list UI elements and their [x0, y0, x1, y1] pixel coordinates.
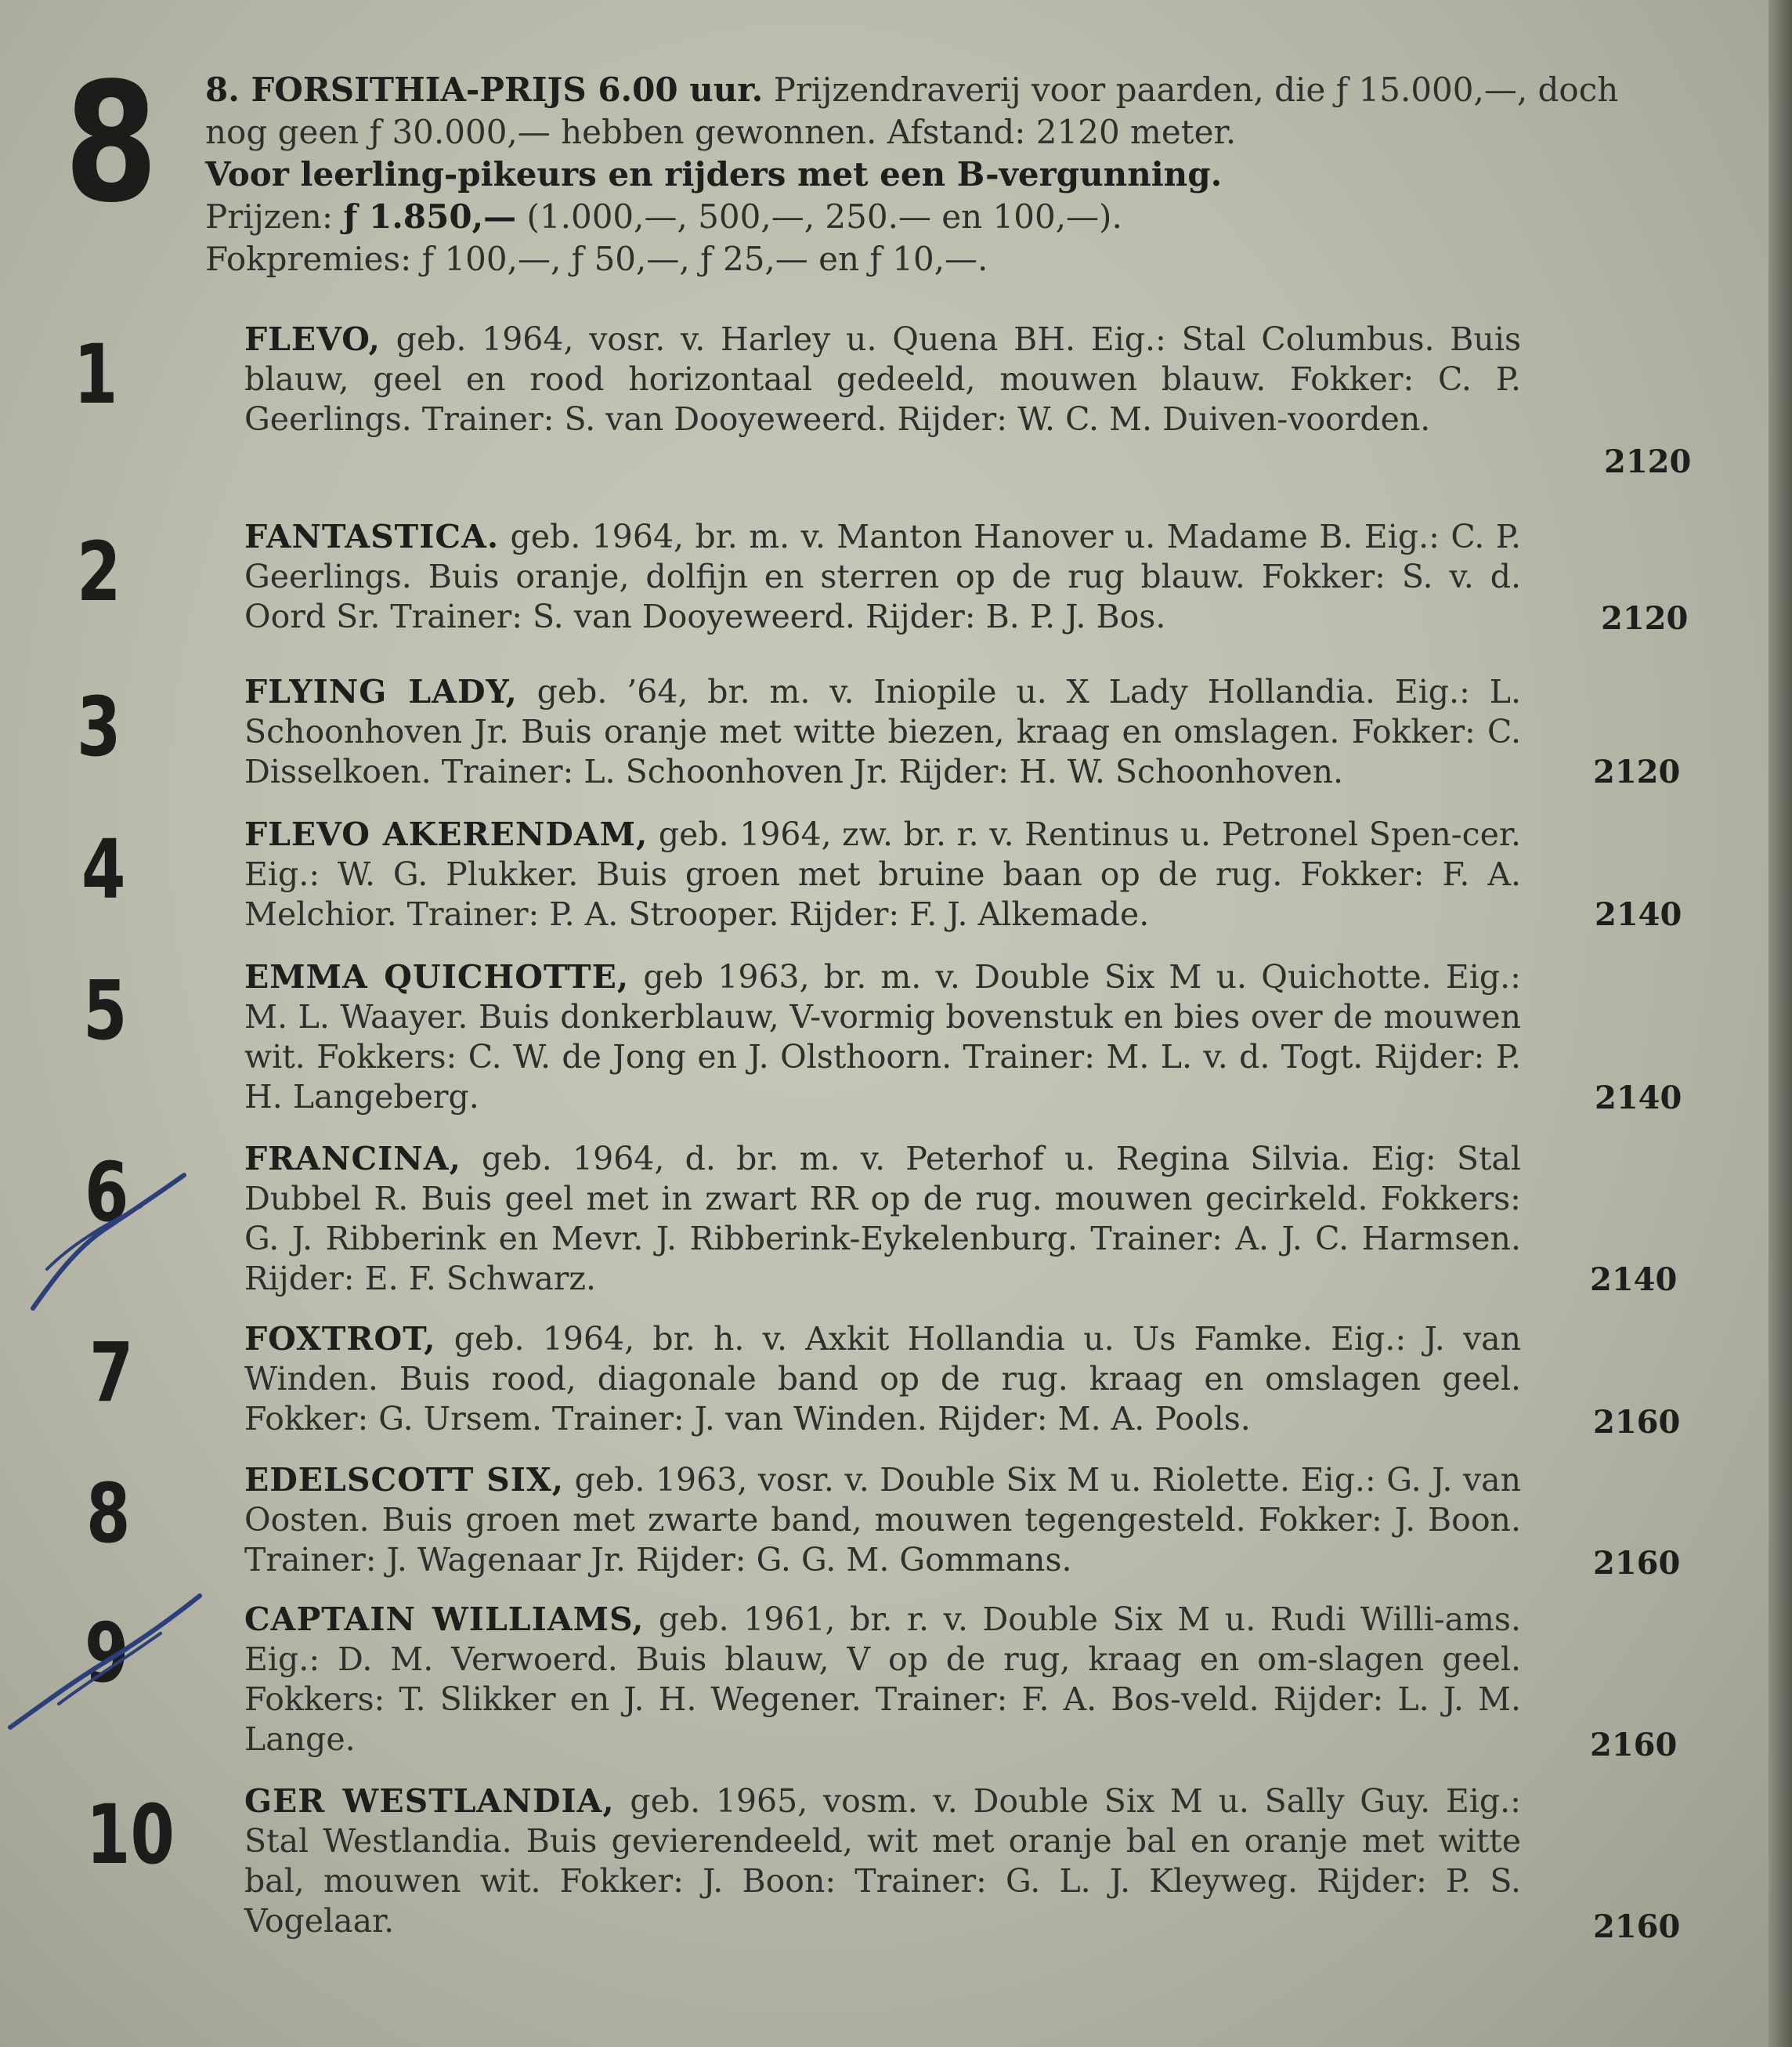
- entry-text: [244, 815, 1521, 935]
- horse-details: geb 1963, br. m. v. Double Six M u. Quichotte. Eig.: M. L. Waayer. Buis donkerblauw, V-vormig bovenstuk en bies over de mouwen wit. Fokkers: C. W. de Jong en J. Olsthoorn. Trainer: M. L. v. d. Togt. Rijder: P. H. Langeberg.: [244, 958, 1521, 1116]
- race-description-2: nog geen ƒ 30.000,— hebben gewonnen. Afstand: 2120 meter.: [205, 113, 1237, 151]
- race-number: 8: [64, 47, 158, 239]
- race-title-line: [205, 69, 1685, 111]
- horse-name: FRANCINA,: [244, 1140, 461, 1177]
- horse-details: geb. 1964, d. br. m. v. Peterhof u. Regina Silvia. Eig: Stal Dubbel R. Buis geel met in zwart RR op de rug. mouwen gecirkeld. Fokkers: G. J. Ribberink en Mevr. J. Ribberink-Eykelenburg. Trainer: A. J. C. Harmsen. Rijder: E. F. Schwarz.: [244, 1140, 1521, 1297]
- horse-details: geb. 1964, br. h. v. Axkit Hollandia u. Us Famke. Eig.: J. van Winden. Buis rood, diagonale band op de rug. kraag en omslagen geel. Fokker: G. Ursem. Trainer: J. van Winden. Rijder: M. A. Pools.: [244, 1320, 1521, 1438]
- horse-details: geb. 1964, br. m. v. Manton Hanover u. Madame B. Eig.: C. P. Geerlings. Buis oranje, dolfijn en sterren op de rug blauw. Fokker: S. v. d. Oord Sr. Trainer: S. van Dooyeweerd. Rijder: B. P. J. Bos.: [244, 518, 1521, 635]
- entry-text: [244, 1781, 1521, 1941]
- distance: 2120: [1604, 443, 1692, 480]
- distance: 2140: [1595, 896, 1682, 933]
- entry-number: 2: [77, 524, 121, 620]
- horse-name: FLYING LADY,: [244, 673, 518, 711]
- entry-number: 7: [89, 1325, 134, 1420]
- distance: 2140: [1595, 1080, 1682, 1116]
- horse-details: geb. 1961, br. r. v. Double Six M u. Rudi Willi-ams. Eig.: D. M. Verwoerd. Buis blauw, V op de rug, kraag en om-slagen geel. Fokkers: T. Slikker en J. H. Wegener. Trainer: F. A. Bos-veld. Rijder: L. J. M. Lange.: [244, 1600, 1521, 1758]
- race-condition-line: [205, 154, 1685, 196]
- horse-name: FLEVO AKERENDAM,: [244, 816, 649, 853]
- entry-text: [244, 517, 1521, 637]
- race-description-1: Prijzendraverij voor paarden, die ƒ 15.000,—, doch: [773, 71, 1619, 109]
- horse-details: geb. 1965, vosm. v. Double Six M u. Sally Guy. Eig.: Stal Westlandia. Buis gevierendeeld, wit met oranje bal en oranje met witte bal, mouwen wit. Fokker: J. Boon: Trainer: G. L. J. Kleyweg. Rijder: P. S. Vogelaar.: [244, 1782, 1521, 1940]
- race-header: [205, 69, 1685, 280]
- page-edge-shadow: [1769, 0, 1792, 2047]
- horse-name: CAPTAIN WILLIAMS,: [244, 1600, 645, 1638]
- horse-details: geb. 1963, vosr. v. Double Six M u. Riolette. Eig.: G. J. van Oosten. Buis groen met zwarte band, mouwen tegengesteld. Fokker: J. Boon. Trainer: J. Wagenaar Jr. Rijder: G. G. M. Gommans.: [244, 1461, 1521, 1579]
- entry-number: 1: [74, 327, 118, 422]
- horse-details: geb. 1964, vosr. v. Harley u. Quena BH. Eig.: Stal Columbus. Buis blauw, geel en rood horizontaal gedeeld, mouwen blauw. Fokker: C. P. Geerlings. Trainer: S. van Dooyeweerd. Rijder: W. C. M. Duiven-voorden.: [244, 320, 1521, 438]
- horse-name: FLEVO,: [244, 320, 381, 358]
- distance: 2140: [1590, 1261, 1678, 1298]
- horse-details: geb. ’64, br. m. v. Iniopile u. X Lady Hollandia. Eig.: L. Schoonhoven Jr. Buis oranje met witte biezen, kraag en omslagen. Fokker: C. Disselkoen. Trainer: L. Schoonhoven Jr. Rijder: H. W. Schoonhoven.: [244, 673, 1521, 790]
- distance: 2160: [1593, 1545, 1681, 1582]
- race-title: 8. FORSITHIA-PRIJS 6.00 uur.: [205, 71, 764, 109]
- breeding-premiums: Fokpremies: ƒ 100,—, ƒ 50,—, ƒ 25,— en ƒ 10,—.: [205, 240, 988, 278]
- distance: 2160: [1593, 1908, 1681, 1945]
- entry-text: [244, 1319, 1521, 1439]
- entry-text: [244, 320, 1521, 439]
- prizes-label: Prijzen:: [205, 197, 333, 236]
- entry-text: [244, 1600, 1521, 1759]
- horse-name: EMMA QUICHOTTE,: [244, 958, 630, 996]
- entry-text: [244, 1139, 1521, 1299]
- entry-number: 8: [86, 1466, 131, 1561]
- race-condition: Voor leerling-pikeurs en rijders met een B-vergunning.: [205, 155, 1223, 193]
- distance: 2120: [1593, 754, 1681, 790]
- race-prizes: [205, 196, 1685, 238]
- entry-number: 10: [86, 1787, 175, 1882]
- entry-text: [244, 672, 1521, 792]
- entry-number: 9: [85, 1605, 129, 1701]
- entry-text: [244, 1460, 1521, 1580]
- entry-number: 3: [77, 679, 121, 775]
- distance: 2160: [1593, 1404, 1681, 1441]
- distance: 2120: [1601, 600, 1689, 637]
- entry-number: 6: [85, 1145, 129, 1240]
- horse-name: FANTASTICA.: [244, 518, 500, 555]
- distance: 2160: [1590, 1727, 1678, 1763]
- entry-number: 5: [83, 963, 128, 1058]
- entry-text: [244, 957, 1521, 1117]
- prizes-total: ƒ 1.850,—: [343, 197, 517, 236]
- entry-number: 4: [81, 822, 126, 917]
- horse-name: GER WESTLANDIA,: [244, 1782, 615, 1820]
- horse-name: FOXTROT,: [244, 1320, 436, 1358]
- prizes-breakdown: (1.000,—, 500,—, 250.— en 100,—).: [526, 197, 1122, 236]
- horse-details: geb. 1964, zw. br. r. v. Rentinus u. Petronel Spen-cer. Eig.: W. G. Plukker. Buis groen met bruine baan op de rug. Fokker: F. A. Melchior. Trainer: P. A. Strooper. Rijder: F. J. Alkemade.: [244, 816, 1521, 933]
- horse-name: EDELSCOTT SIX,: [244, 1461, 565, 1499]
